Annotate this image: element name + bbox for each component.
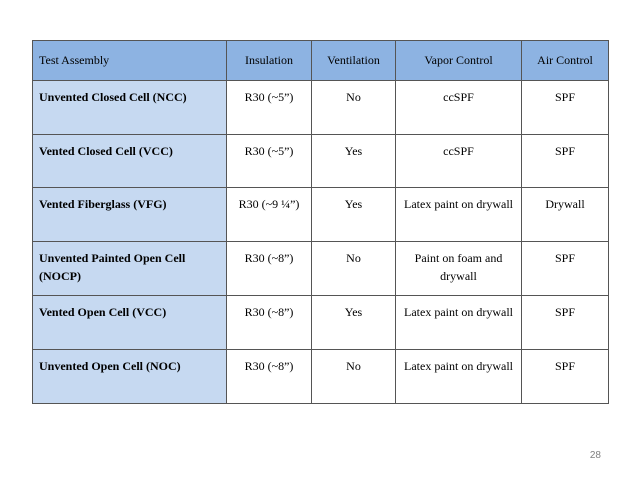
cell-insulation: R30 (~8”) [227, 350, 312, 404]
table-row [33, 188, 609, 242]
cell-test-assembly: Vented Closed Cell (VCC) [33, 135, 227, 188]
cell-ventilation: Yes [312, 296, 396, 350]
header-insulation: Insulation [227, 41, 312, 81]
table-row [33, 81, 609, 135]
cell-air-control: SPF [522, 296, 609, 350]
cell-vapor-control: Latex paint on drywall [396, 188, 522, 242]
cell-insulation: R30 (~5”) [227, 135, 312, 188]
table-row [33, 296, 609, 350]
cell-air-control: Drywall [522, 188, 609, 242]
cell-insulation: R30 (~9 ¼”) [227, 188, 312, 242]
cell-ventilation: Yes [312, 135, 396, 188]
cell-test-assembly: Vented Fiberglass (VFG) [33, 188, 227, 242]
cell-test-assembly: Vented Open Cell (VCC) [33, 296, 227, 350]
page-number: 28 [589, 450, 601, 461]
cell-vapor-control: ccSPF [396, 81, 522, 135]
header-air-control: Air Control [522, 41, 609, 81]
cell-insulation: R30 (~8”) [227, 242, 312, 296]
header-test-assembly: Test Assembly [33, 41, 227, 81]
cell-air-control: SPF [522, 81, 609, 135]
cell-air-control: SPF [522, 135, 609, 188]
cell-test-assembly: Unvented Painted Open Cell (NOCP) [33, 242, 227, 296]
test-assembly-table [32, 40, 609, 404]
cell-insulation: R30 (~8”) [227, 296, 312, 350]
table-row [33, 242, 609, 296]
table-row [33, 135, 609, 188]
cell-insulation: R30 (~5”) [227, 81, 312, 135]
cell-vapor-control: ccSPF [396, 135, 522, 188]
cell-vapor-control: Latex paint on drywall [396, 350, 522, 404]
header-ventilation: Ventilation [312, 41, 396, 81]
header-vapor-control: Vapor Control [396, 41, 522, 81]
table-row [33, 350, 609, 404]
table-header-row [33, 41, 609, 81]
cell-ventilation: Yes [312, 188, 396, 242]
cell-ventilation: No [312, 242, 396, 296]
cell-ventilation: No [312, 350, 396, 404]
cell-air-control: SPF [522, 350, 609, 404]
cell-vapor-control: Latex paint on drywall [396, 296, 522, 350]
cell-air-control: SPF [522, 242, 609, 296]
cell-ventilation: No [312, 81, 396, 135]
cell-test-assembly: Unvented Closed Cell (NCC) [33, 81, 227, 135]
cell-vapor-control: Paint on foam and drywall [396, 242, 522, 296]
cell-test-assembly: Unvented Open Cell (NOC) [33, 350, 227, 404]
